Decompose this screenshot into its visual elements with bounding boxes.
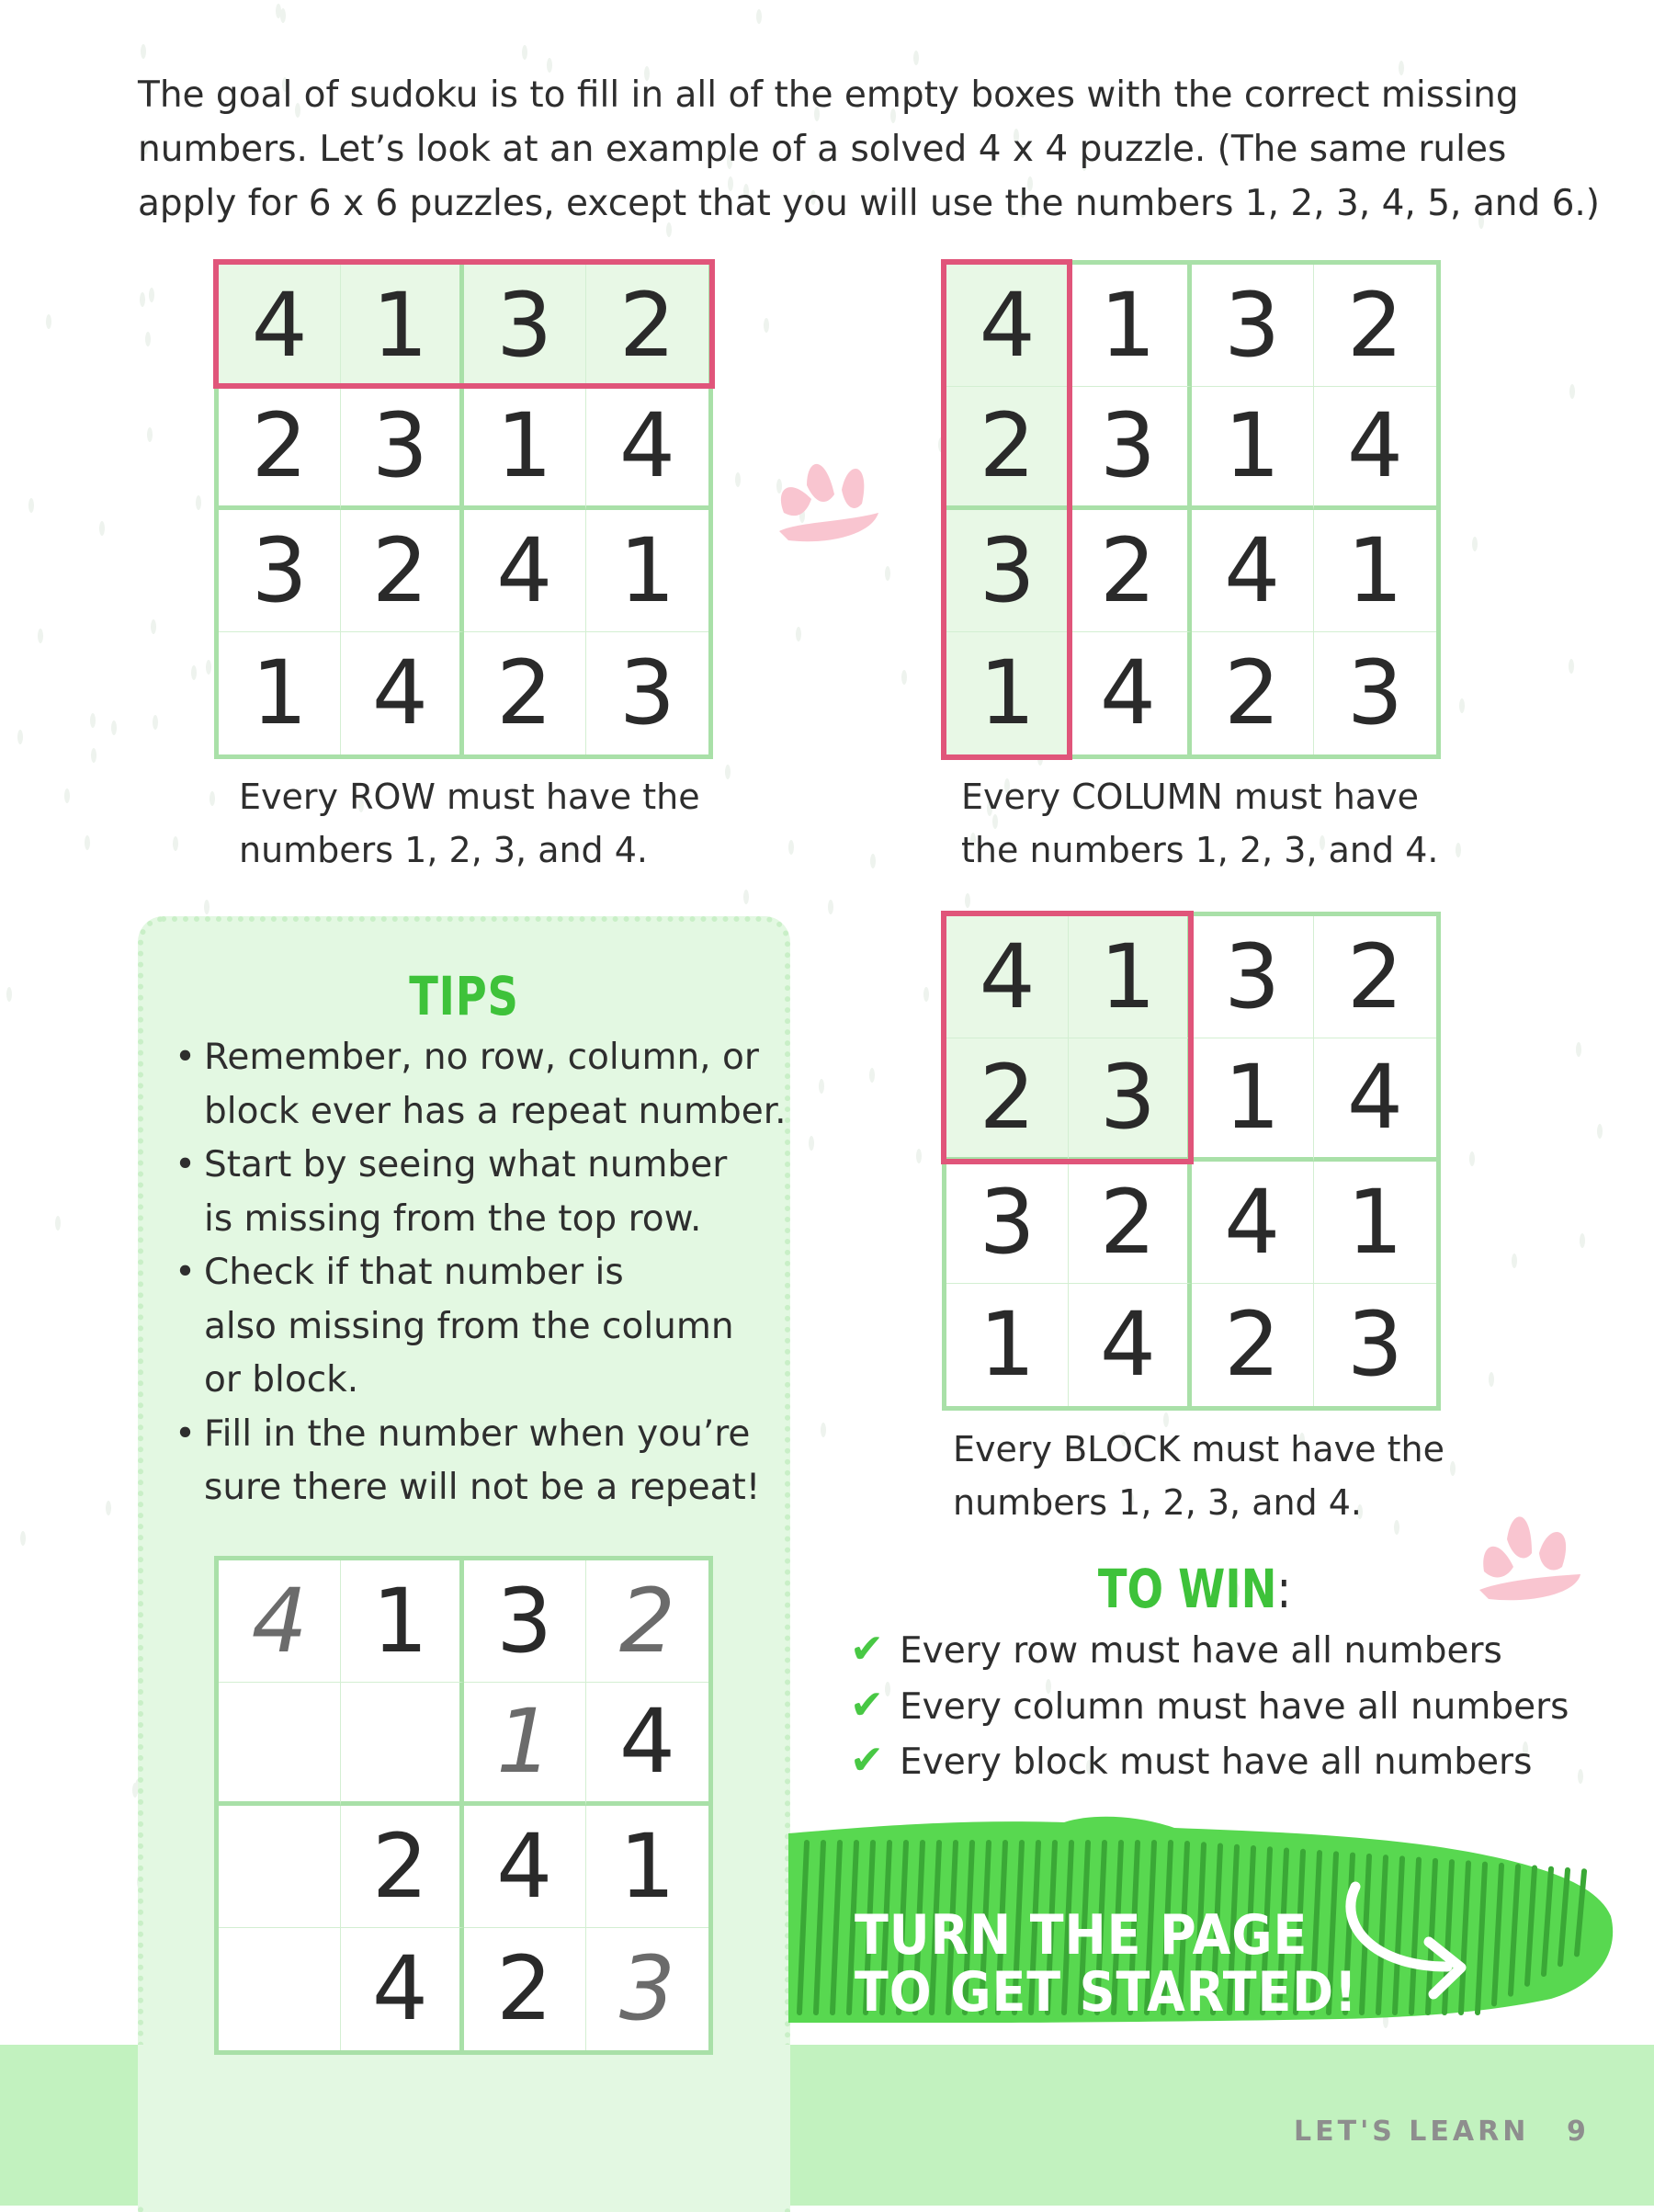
check-icon: ✔ bbox=[850, 1681, 884, 1729]
background-dot bbox=[204, 900, 210, 914]
background-dot bbox=[965, 893, 970, 908]
column-caption bbox=[961, 770, 1438, 877]
background-dot bbox=[141, 44, 146, 59]
grid-cell: 4 bbox=[946, 916, 1069, 1038]
grid-cell: 1 bbox=[586, 510, 708, 632]
to-win-title bbox=[1048, 1558, 1342, 1620]
grid-cell: 4 bbox=[1314, 387, 1436, 509]
check-icon: ✔ bbox=[850, 1737, 884, 1784]
background-dot bbox=[17, 730, 23, 744]
background-dot bbox=[923, 987, 929, 1002]
cta-text bbox=[855, 1903, 1358, 2025]
cta-line: TURN THE PAGE bbox=[855, 1903, 1308, 1968]
grid-cell: 2 bbox=[946, 387, 1069, 509]
grid-cell: 4 bbox=[946, 265, 1069, 387]
footer-section-label: LET'S LEARN bbox=[1294, 2116, 1530, 2148]
row-caption bbox=[239, 770, 700, 877]
to-win-item-text: Every column must have all numbers bbox=[900, 1685, 1569, 1728]
background-dot bbox=[191, 665, 197, 680]
row-highlight bbox=[213, 259, 715, 389]
curved-arrow-icon bbox=[1337, 1879, 1493, 2003]
background-dot bbox=[1450, 1461, 1456, 1476]
background-dot bbox=[819, 1079, 824, 1094]
column-caption-line: Every COLUMN must have bbox=[961, 777, 1420, 817]
tip-line: • Fill in the number when you’re bbox=[204, 1412, 751, 1455]
grid-cell: 1 bbox=[1314, 1162, 1436, 1284]
background-dot bbox=[913, 51, 919, 65]
to-win-item-text: Every row must have all numbers bbox=[900, 1630, 1502, 1672]
background-dot bbox=[1472, 537, 1478, 551]
tip-line: also missing from the column bbox=[204, 1305, 734, 1347]
background-dot bbox=[280, 8, 286, 23]
tip-line: • Start by seeing what number bbox=[204, 1144, 728, 1185]
background-dot bbox=[196, 495, 201, 510]
grid-cell: 4 bbox=[219, 265, 341, 387]
grid-cell: 3 bbox=[464, 265, 586, 387]
grid-cell: 2 bbox=[1314, 916, 1436, 1038]
to-win-colon: : bbox=[1276, 1558, 1292, 1620]
background-dot bbox=[1489, 1372, 1494, 1387]
background-dot bbox=[20, 1531, 26, 1546]
grid-cell: 1 bbox=[1069, 265, 1191, 387]
grid-cell: 3 bbox=[1069, 1038, 1191, 1161]
grid-cell bbox=[219, 1683, 341, 1805]
grid-cell: 1 bbox=[219, 632, 341, 754]
grid-cell: 2 bbox=[1192, 632, 1314, 754]
to-win-item bbox=[850, 1679, 1569, 1735]
grid-cell: 3 bbox=[618, 1937, 675, 2041]
grid-cell: 3 bbox=[1069, 387, 1191, 509]
cta-line: TO GET STARTED! bbox=[855, 1960, 1358, 2025]
grid-cell: 4 bbox=[1192, 510, 1314, 632]
grid-cell: 1 bbox=[1192, 387, 1314, 509]
intro-line: numbers. Let’s look at an example of a solved 4 x 4 puzzle. (The same rules bbox=[138, 129, 1507, 170]
background-dot bbox=[1580, 1233, 1585, 1248]
block-highlight bbox=[941, 911, 1194, 1164]
grid-cell: 3 bbox=[464, 1560, 586, 1683]
background-dot bbox=[870, 854, 876, 868]
background-dot bbox=[821, 1423, 826, 1437]
grid-cell: 1 bbox=[946, 632, 1069, 754]
block-caption bbox=[953, 1423, 1444, 1529]
grid-cell: 2 bbox=[1069, 510, 1191, 632]
grid-cell: 4 bbox=[1314, 1038, 1436, 1161]
grid-cell: 3 bbox=[618, 641, 675, 745]
grid-cell: 2 bbox=[1314, 265, 1436, 387]
background-dot bbox=[147, 427, 153, 442]
background-dot bbox=[6, 987, 12, 1002]
grid-cell: 2 bbox=[586, 265, 708, 387]
tip-line: sure there will not be a repeat! bbox=[204, 1467, 761, 1508]
tip-item bbox=[175, 1408, 781, 1515]
background-dot bbox=[828, 900, 833, 914]
flower-icon bbox=[1475, 1503, 1585, 1608]
grid-cell: 2 bbox=[1069, 1162, 1191, 1284]
grid-cell: 2 bbox=[464, 632, 586, 754]
grid-cell: 3 bbox=[1346, 1293, 1403, 1397]
column-caption-line: the numbers 1, 2, 3, and 4. bbox=[961, 830, 1439, 870]
grid-cell: 2 bbox=[946, 1038, 1069, 1161]
background-dot bbox=[1576, 1042, 1581, 1057]
grid-cell: 1 bbox=[341, 265, 463, 387]
grid-cell bbox=[341, 1683, 463, 1805]
page-number: 9 bbox=[1567, 2116, 1586, 2148]
background-dot bbox=[1469, 1151, 1475, 1166]
grid-cell: 1 bbox=[1314, 510, 1436, 632]
grid-cell: 4 bbox=[341, 1928, 463, 2050]
intro-text bbox=[138, 68, 1601, 231]
to-win-item bbox=[850, 1734, 1569, 1790]
background-dot bbox=[725, 765, 731, 779]
tip-line: block ever has a repeat number. bbox=[204, 1090, 787, 1132]
column-highlight bbox=[941, 259, 1072, 760]
background-dot bbox=[756, 9, 762, 24]
background-dot bbox=[140, 292, 145, 307]
grid-cell: 2 bbox=[1192, 1284, 1314, 1406]
background-dot bbox=[38, 629, 43, 643]
tip-item bbox=[175, 1139, 781, 1246]
background-dot bbox=[788, 840, 794, 855]
to-win-item bbox=[850, 1623, 1569, 1679]
background-dot bbox=[145, 332, 151, 346]
grid-cell: 2 bbox=[341, 1806, 463, 1928]
tip-line: • Remember, no row, column, or bbox=[204, 1037, 759, 1078]
block-caption-line: Every BLOCK must have the bbox=[953, 1429, 1444, 1469]
background-dot bbox=[743, 890, 749, 904]
grid-cell: 4 bbox=[1069, 1284, 1191, 1406]
grid-cell: 4 bbox=[1192, 1162, 1314, 1284]
grid-cell: 1 bbox=[341, 1560, 463, 1683]
practice-grid bbox=[214, 1556, 713, 2055]
tips-title: TIPS bbox=[409, 965, 519, 1027]
background-dot bbox=[173, 836, 178, 851]
background-dot bbox=[869, 1068, 875, 1083]
tip-line: is missing from the top row. bbox=[204, 1197, 702, 1240]
grid-cell: 4 bbox=[219, 1560, 341, 1683]
background-dot bbox=[735, 472, 741, 487]
grid-cell: 1 bbox=[946, 1284, 1069, 1406]
background-dot bbox=[46, 314, 51, 329]
grid-cell: 4 bbox=[464, 510, 586, 632]
intro-line: The goal of sudoku is to fill in all of the empty boxes with the correct missing bbox=[138, 74, 1519, 116]
check-icon: ✔ bbox=[850, 1626, 884, 1673]
to-win-title-text: TO WIN bbox=[1097, 1558, 1277, 1620]
background-dot bbox=[1578, 1769, 1583, 1784]
background-dot bbox=[106, 1501, 111, 1515]
background-dot bbox=[796, 627, 801, 641]
flower-icon bbox=[770, 448, 889, 550]
background-dot bbox=[809, 1136, 814, 1151]
tip-line: • Check if that number is bbox=[204, 1252, 624, 1293]
grid-cell: 3 bbox=[1192, 265, 1314, 387]
grid-cell bbox=[219, 1806, 341, 1928]
tips-list bbox=[175, 1031, 787, 1515]
background-dot bbox=[522, 45, 527, 60]
background-dot bbox=[28, 498, 34, 513]
background-dot bbox=[111, 720, 117, 735]
background-dot bbox=[764, 318, 769, 333]
background-dot bbox=[151, 619, 156, 634]
grid-cell: 4 bbox=[1069, 632, 1191, 754]
background-dot bbox=[64, 788, 70, 803]
tips-panel-footer bbox=[138, 2045, 790, 2206]
grid-cell: 3 bbox=[946, 510, 1069, 632]
background-dot bbox=[1569, 659, 1574, 674]
grid-cell: 1 bbox=[464, 387, 586, 509]
grid-cell: 2 bbox=[341, 510, 463, 632]
to-win-list bbox=[850, 1623, 1569, 1790]
intro-line: apply for 6 x 6 puzzles, except that you will use the numbers 1, 2, 3, 4, 5, and 6.) bbox=[138, 183, 1601, 224]
background-dot bbox=[90, 713, 96, 728]
background-dot bbox=[85, 835, 90, 850]
grid-cell: 1 bbox=[464, 1683, 586, 1805]
background-dot bbox=[210, 791, 215, 806]
grid-cell: 4 bbox=[586, 387, 708, 509]
background-dot bbox=[1512, 1253, 1517, 1268]
to-win-item-text: Every block must have all numbers bbox=[900, 1741, 1533, 1783]
grid-cell: 2 bbox=[586, 1560, 708, 1683]
grid-cell bbox=[219, 1928, 341, 2050]
grid-cell: 4 bbox=[586, 1683, 708, 1805]
background-dot bbox=[916, 1149, 922, 1163]
background-dot bbox=[153, 715, 158, 730]
background-dot bbox=[885, 566, 890, 581]
grid-cell: 3 bbox=[946, 1162, 1069, 1284]
block-caption-line: numbers 1, 2, 3, and 4. bbox=[953, 1482, 1363, 1523]
background-dot bbox=[1459, 698, 1465, 713]
grid-cell: 1 bbox=[1069, 916, 1191, 1038]
background-dot bbox=[99, 521, 105, 536]
grid-cell: 4 bbox=[464, 1806, 586, 1928]
tip-line: or block. bbox=[204, 1359, 359, 1401]
background-dot bbox=[901, 670, 907, 685]
background-dot bbox=[1597, 1124, 1603, 1139]
background-dot bbox=[1456, 843, 1461, 857]
grid-cell: 1 bbox=[1192, 1038, 1314, 1161]
grid-cell: 4 bbox=[341, 632, 463, 754]
grid-cell: 1 bbox=[586, 1806, 708, 1928]
tip-item bbox=[175, 1246, 781, 1408]
background-dot bbox=[55, 1216, 61, 1231]
grid-cell: 3 bbox=[1346, 641, 1403, 745]
background-dot bbox=[91, 748, 96, 763]
row-caption-line: numbers 1, 2, 3, and 4. bbox=[239, 830, 649, 870]
row-caption-line: Every ROW must have the bbox=[239, 777, 700, 817]
tip-item bbox=[175, 1031, 787, 1139]
background-dot bbox=[149, 288, 154, 302]
grid-cell: 3 bbox=[219, 510, 341, 632]
grid-cell: 3 bbox=[341, 387, 463, 509]
grid-cell: 3 bbox=[1192, 916, 1314, 1038]
background-dot bbox=[1569, 384, 1575, 399]
grid-cell: 2 bbox=[219, 387, 341, 509]
background-dot bbox=[206, 660, 211, 675]
grid-cell: 2 bbox=[464, 1928, 586, 2050]
